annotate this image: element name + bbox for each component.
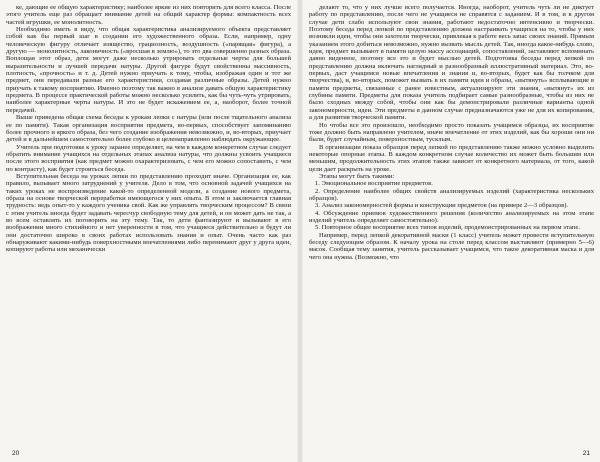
paragraph: Учитель при подготовке к уроку заранее определяет, на чем в каждом конкретном случае следует обратить внимание учащихся на отдельных этапах анализа натуры, что должны усвоить учащиеся после этого восприятия (как предмет можно охарактеризовать, с чем его можно сопоставить, с чем по контрасту), как будет строиться беседа. [6,143,291,173]
paragraph: Необходимо иметь в виду, что общая характеристика анализируемого объекта представляет собой как бы первый шаг в создании его художественного образа. Если, например, одну человеческую фигуру отличает изящество, грациозность, воздушность («парящая» фигура), а другую — монолитность, лаконичность («вросшая в землю»), то это два совершенно разных образа. Воплощая этот образ, дети могут даже несколько утрировать отдельные черты для большей выразительности и лучшей передачи натуры. Другой фигуре будут свойственны массивность, плотность, «прочность» и т. д. Детей нужно приучать к тому, чтобы, изображая один и тот же предмет, они передавали разные его характеристики, создавая различные образы. Детей нужно приучать к такому восприятию. Именно поэтому так важно в анализе давать общую характеристику предмета. В процессе практической работы можно несколько усилить, как бы чуть-чуть утрировать, наиболее характерные черты натуры. И это не будет искажением ее, а, наоборот, более точной передачей. [6,26,291,114]
stage-list-item: 5. Повторное общее восприятие всех типов изделий, продемонстрированных на первом этапе. [315,224,580,232]
left-page-text [6,4,291,444]
page-number-right: 21 [582,450,590,457]
stage-list-item: 2. Определение наиболее общих свойств анализируемых изделий (характеристика нескольких образцов). [309,187,594,202]
right-page [309,4,594,458]
page-number-left: 20 [12,450,20,457]
stage-list-item: 4. Обсуждение приемов художественного решения (количество анализируемых на этом этапе изделий учитель определяет самостоятельно). [309,209,594,224]
paragraph: Этапы могут быть такими: [319,172,395,180]
paragraph: делают то, что у них лучше всего получается. Иногда, наоборот, учитель чуть ли не диктует работу по представлению, после чего не учащиеся не справятся с заданием. И в том, и в другом случае дети слабо используют свои знания, работают недостаточно интенсивно и творчески. Поэтому беседа перед лепкой по представлению должна настраивать учащихся на то, чтобы у них возникли идеи, чтобы они захотели творчески, привлекая к работе весь запас своих знаний. Прямым указанием этого добиться невозможно, нужно вызвать мысль детей. Так, иногда какое-нибудь слово, идея, предмет вызывают в памяти целую массу ассоциаций, сопоставлений, заставляют вспоминать давно виденное, поэтому все это и будет мыслью детей. Подготовка беседы перед лепкой по представлению должна включать наглядный и разнообразный иллюстративный материал. Это, во-первых, даст учащимся новые впечатления и знания и, во-вторых, будет как бы толчком для творчества), и, во-вторых, поможет вызвать в их памяти идеи и образы, «вытянуть» всплывающие в памяти предметы, связанные с ранее известным, актуализируют эти знания, «вытянут» их из глубины памяти. Предметы для показа учитель подбирает самые разнообразные, чтобы из них не было сходных между собой, чтобы они как бы демонстрировали различные варианты одной закономерности, идеи. Эти предметы в данном случае предназначаются уже не для их копирования, а для развития творческой памяти. [309,4,594,122]
paragraph: Вступительная беседа на уроках лепки по представлению проходит иначе. Организация ее, как правило, вызывает много затруднений у учителя. Дело в том, что основной задачей учащихся на таких уроках не воспроизведение какой-то определенной модели, а создание нового предмета, образа на основе творческой переработки имеющегося у них опыта. В этом и заключается главная трудность: ведь опыт-то у каждого ученика свой. Как же управлять творческим процессом? В связи с этим учитель иногда будет задавать чересчур свободную тему для детей, и он может дать не так, а во всем оставлять их поговорить на эту тему. Так, то дети фантазируют и вызывают в его воображении много стихийного и нет уверенности в том, что учащиеся действительно и будут ли они достаточно широко в своих работах использовать знания и опыт. Очень часто как раз обнаруживают какими-нибудь поверхностными впечатлениями либо перенимают друг у друга идеи, копируют работы или механически [6,172,291,254]
paragraph: В организации показа образцов перед лепкой по представлению также можно условно выделить некоторые опорные этапы. В каждом конкретном случае количество их может быть большим или меньшим, продолжительность этих этапов также зависит от конкретного материала, от того, какой цели дает раскрыть на уроке. [309,143,594,173]
paragraph: Но чтобы все это произошло, необходимо просто показать учащимся образцы, их восприятие тоже должно быть направлено учителем, иначе впечатление от этих изделий, как бы хороши они ни были, будет случайным, поверхностным, тусклым. [309,121,594,144]
right-page-text [309,4,594,444]
stage-list-item: 3. Анализ закономерностей формы и конструкции предметов (на примере 2—3 образцов). [315,202,569,210]
paragraph: Например, перед лепкой декоративной маски (1 класс) учитель может провести вступительную беседу следующим образом. К началу урока на столе перед классом выставляют (примерно 5—6) масок. Сообщая тему занятия, учитель рассказывает учащимся, что такое декоративная маска и для чего она нужна. (Возможно, что [309,231,594,261]
paragraph: Выше приведена общая схема беседы к урокам лепки с натуры (или после тщательного анализа ее по памяти). Такая организация восприятия предмета, во-первых, способствует запоминанию более прочного и яркого образа, без чего создание изображения невозможно, и, во-вторых, приучает детей и в дальнейшем самостоятельно более глубоко и целенаправленно наблюдать окружающее. [6,114,291,144]
stage-list-item: 1. Эмоциональное восприятие предметов. [315,180,433,188]
book-gutter [297,0,303,462]
paragraph: ке, дающие ее общую характеристику; наиболее яркие из них повторить для всего класса. После этого учитель еще раз обращает внимание детей на общий характер формы: компактность всех частей игрушки, ее монолитность. [6,4,291,26]
left-page [6,4,291,458]
